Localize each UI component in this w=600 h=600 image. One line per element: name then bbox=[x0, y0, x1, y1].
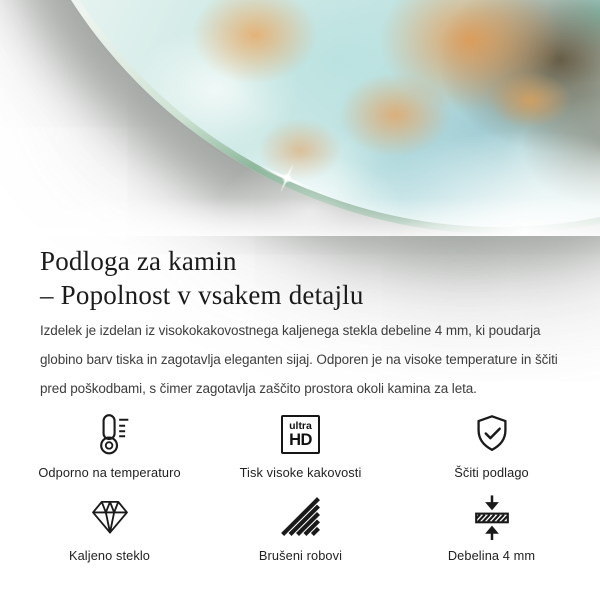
feature-label: Brušeni robovi bbox=[258, 548, 343, 563]
page-title bbox=[40, 244, 560, 312]
feature-print-quality bbox=[205, 411, 396, 480]
marble-artwork bbox=[0, 0, 600, 236]
ultra-hd-text-bottom: HD bbox=[289, 430, 312, 449]
product-description: Izdelek je izdelan iz visokokakovostnega kaljenega stekla debeline 4 mm, ki poudarja globino barv tiska in zagotavlja eleganten sijaj. Odporen je na visoke temperature in ščiti pred poškodbami, s čimer zagotavlja zaščito prostora okoli kamina za leta. bbox=[40, 323, 558, 396]
diamond-icon bbox=[86, 494, 134, 540]
feature-label: Kaljeno steklo bbox=[68, 548, 151, 563]
thermometer-icon bbox=[88, 411, 132, 457]
title-line-2: – Popolnost v vsakem detajlu bbox=[40, 280, 364, 310]
feature-protects bbox=[396, 411, 587, 480]
feature-polished-edges bbox=[205, 494, 396, 563]
product-info-section bbox=[0, 244, 600, 563]
ultra-hd-text-top: ultra bbox=[289, 419, 312, 432]
feature-temperature bbox=[14, 411, 205, 480]
ultra-hd-icon bbox=[281, 411, 320, 457]
feature-label: Debelina 4 mm bbox=[447, 548, 536, 563]
product-image-section bbox=[0, 0, 600, 236]
feature-label: Tisk visoke kakovosti bbox=[239, 465, 362, 480]
shield-check-icon bbox=[469, 411, 515, 457]
feature-label: Ščiti podlago bbox=[454, 465, 529, 480]
polished-edges-icon bbox=[280, 494, 322, 540]
title-line-1: Podloga za kamin bbox=[40, 246, 237, 276]
thickness-4mm-icon bbox=[469, 494, 515, 540]
feature-thickness bbox=[396, 494, 587, 563]
feature-tempered-glass bbox=[14, 494, 205, 563]
feature-label: Odporno na temperaturo bbox=[38, 465, 181, 480]
features-grid bbox=[14, 411, 587, 563]
